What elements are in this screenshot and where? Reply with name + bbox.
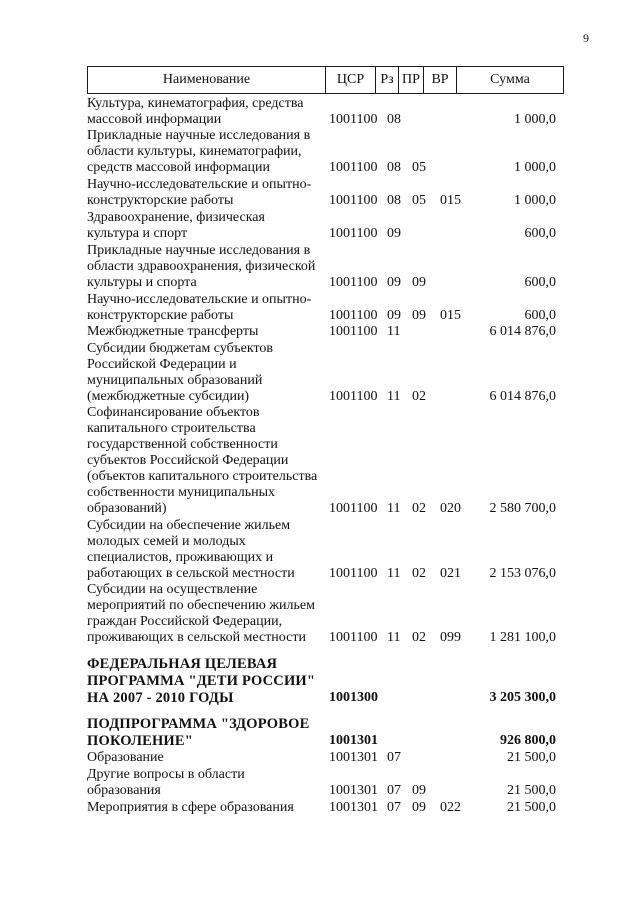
row-vr: 099 bbox=[440, 630, 461, 645]
row-vr: 015 bbox=[440, 193, 461, 208]
row-rz: 11 bbox=[387, 566, 401, 581]
row-csr: 1001100 bbox=[329, 324, 378, 339]
table-row bbox=[87, 582, 564, 646]
row-csr: 1001301 bbox=[329, 750, 378, 765]
row-pr: 09 bbox=[412, 275, 426, 290]
table-row bbox=[87, 243, 564, 291]
row-name: Другие вопросы в области образования bbox=[87, 767, 245, 798]
row-name: Субсидии на осуществление мероприятий по обеспечению жильем граждан Российской Федерации, проживающих в сельской местности bbox=[87, 582, 315, 645]
row-rz: 07 bbox=[387, 800, 401, 815]
row-pr: 02 bbox=[412, 501, 426, 516]
row-pr: 02 bbox=[412, 566, 426, 581]
row-csr: 1001100 bbox=[329, 566, 378, 581]
row-csr: 1001100 bbox=[329, 501, 378, 516]
row-sum: 600,0 bbox=[524, 308, 556, 323]
row-vr: 022 bbox=[440, 800, 461, 815]
row-sum: 6 014 876,0 bbox=[489, 389, 556, 404]
row-sum: 1 000,0 bbox=[514, 112, 556, 127]
row-rz: 08 bbox=[387, 160, 401, 175]
row-rz: 11 bbox=[387, 630, 401, 645]
row-pr: 05 bbox=[412, 193, 426, 208]
table-row bbox=[87, 800, 564, 816]
row-sum: 21 500,0 bbox=[507, 783, 556, 798]
row-rz: 11 bbox=[387, 389, 401, 404]
table-row bbox=[87, 750, 564, 766]
row-sum: 21 500,0 bbox=[507, 750, 556, 765]
row-rz: 07 bbox=[387, 750, 401, 765]
row-vr: 020 bbox=[440, 501, 461, 516]
header-pr: ПР bbox=[399, 67, 424, 93]
header-csr: ЦСР bbox=[326, 67, 376, 93]
table-row bbox=[87, 177, 564, 209]
table-row-section bbox=[87, 656, 564, 706]
row-csr: 1001301 bbox=[329, 800, 378, 815]
table-row bbox=[87, 292, 564, 324]
table-row bbox=[87, 210, 564, 242]
row-name: Мероприятия в сфере образования bbox=[87, 800, 294, 815]
row-rz: 07 bbox=[387, 783, 401, 798]
row-csr: 1001301 bbox=[329, 733, 378, 748]
row-sum: 926 800,0 bbox=[500, 733, 556, 748]
row-name: Софинансирование объектов капитального строительства государственной собственности субъектов Российской Федерации (объектов капитального строительства собственности муниципальных образований) bbox=[87, 405, 318, 516]
row-csr: 1001100 bbox=[329, 193, 378, 208]
row-csr: 1001300 bbox=[329, 690, 378, 705]
row-rz: 09 bbox=[387, 308, 401, 323]
header-sum: Сумма bbox=[490, 72, 530, 87]
row-name: Культура, кинематография, средства массовой информации bbox=[87, 96, 304, 127]
row-name: Межбюджетные трансферты bbox=[87, 324, 259, 339]
row-sum: 6 014 876,0 bbox=[489, 324, 556, 339]
table-header bbox=[87, 66, 564, 94]
row-rz: 09 bbox=[387, 226, 401, 241]
row-csr: 1001100 bbox=[329, 112, 378, 127]
row-sum: 2 153 076,0 bbox=[489, 566, 556, 581]
table-row bbox=[87, 96, 564, 128]
row-name: Субсидии на обеспечение жильем молодых семей и молодых специалистов, проживающих и работающих в сельской местности bbox=[87, 518, 295, 581]
row-pr: 09 bbox=[412, 783, 426, 798]
table-row bbox=[87, 767, 564, 799]
row-csr: 1001100 bbox=[329, 308, 378, 323]
row-name: Здравоохранение, физическая культура и спорт bbox=[87, 210, 265, 241]
row-name: Научно-исследовательские и опытно- конструкторские работы bbox=[87, 177, 312, 208]
row-rz: 11 bbox=[387, 501, 401, 516]
row-csr: 1001100 bbox=[329, 226, 378, 241]
row-csr: 1001100 bbox=[329, 389, 378, 404]
page-number: 9 bbox=[583, 31, 589, 45]
row-vr: 015 bbox=[440, 308, 461, 323]
row-sum: 2 580 700,0 bbox=[489, 501, 556, 516]
row-sum: 3 205 300,0 bbox=[489, 690, 556, 705]
row-sum: 1 000,0 bbox=[514, 160, 556, 175]
row-sum: 600,0 bbox=[524, 275, 556, 290]
row-name: Субсидии бюджетам субъектов Российской Федерации и муниципальных образований (межбюджетные субсидии) bbox=[87, 341, 274, 404]
row-name: Научно-исследовательские и опытно- конструкторские работы bbox=[87, 292, 312, 323]
row-rz: 09 bbox=[387, 275, 401, 290]
row-name: Прикладные научные исследования в области культуры, кинематографии, средств массовой информации bbox=[87, 128, 311, 175]
row-pr: 02 bbox=[412, 389, 426, 404]
table-row bbox=[87, 405, 564, 517]
row-csr: 1001100 bbox=[329, 160, 378, 175]
row-name: Прикладные научные исследования в области здравоохранения, физической культуры и спорта bbox=[87, 243, 316, 290]
row-pr: 09 bbox=[412, 800, 426, 815]
row-rz: 11 bbox=[387, 324, 401, 339]
table-row bbox=[87, 518, 564, 582]
header-name: Наименование bbox=[88, 67, 326, 93]
table-row bbox=[87, 128, 564, 176]
row-sum: 1 281 100,0 bbox=[489, 630, 556, 645]
row-pr: 09 bbox=[412, 308, 426, 323]
row-csr: 1001100 bbox=[329, 630, 378, 645]
header-rz: Рз bbox=[376, 67, 399, 93]
row-csr: 1001301 bbox=[329, 783, 378, 798]
row-rz: 08 bbox=[387, 193, 401, 208]
row-sum: 600,0 bbox=[524, 226, 556, 241]
header-vr: ВР bbox=[424, 67, 457, 93]
row-rz: 08 bbox=[387, 112, 401, 127]
row-csr: 1001100 bbox=[329, 275, 378, 290]
row-pr: 05 bbox=[412, 160, 426, 175]
row-vr: 021 bbox=[440, 566, 461, 581]
table-row-section bbox=[87, 716, 564, 749]
row-name: Образование bbox=[87, 750, 164, 765]
row-sum: 21 500,0 bbox=[507, 800, 556, 815]
row-name: ПОДПРОГРАММА "ЗДОРОВОЕ ПОКОЛЕНИЕ" bbox=[87, 716, 310, 749]
row-pr: 02 bbox=[412, 630, 426, 645]
table-row bbox=[87, 341, 564, 405]
table-row bbox=[87, 324, 564, 340]
row-name: ФЕДЕРАЛЬНАЯ ЦЕЛЕВАЯ ПРОГРАММА "ДЕТИ РОССИИ" НА 2007 - 2010 ГОДЫ bbox=[87, 656, 316, 706]
row-sum: 1 000,0 bbox=[514, 193, 556, 208]
